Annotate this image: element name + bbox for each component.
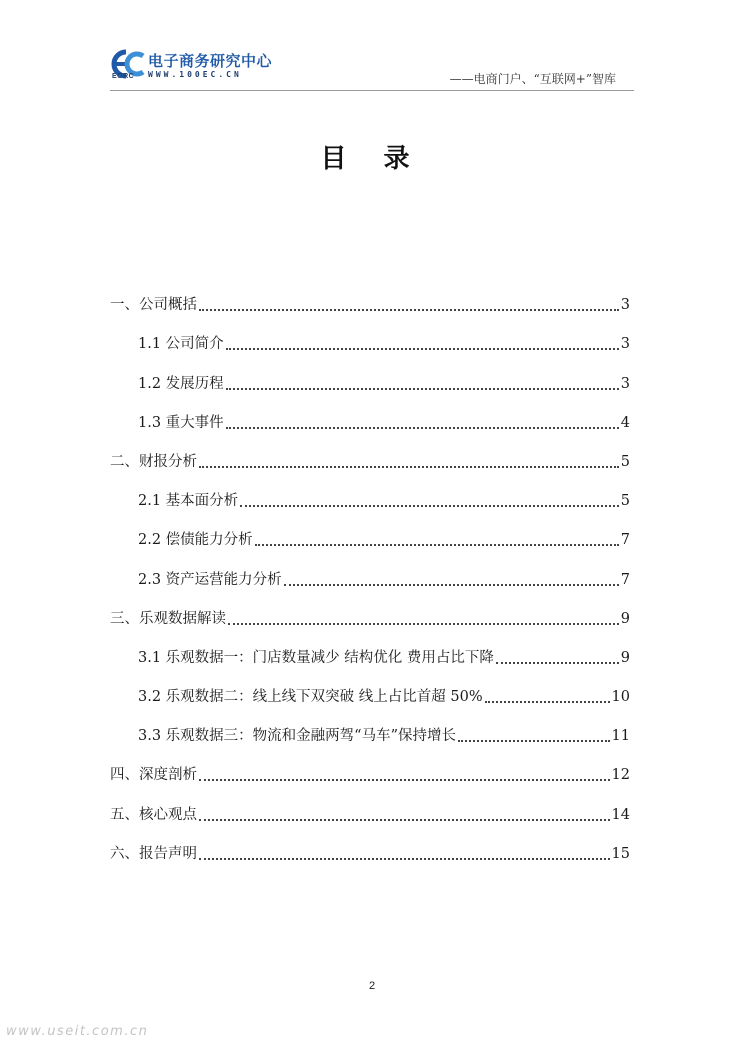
toc-entry[interactable]: [110, 435, 630, 474]
toc-entry-page: 5: [620, 453, 630, 470]
toc-entry-title: 2.2 偿债能力分析: [138, 532, 253, 549]
toc-entry[interactable]: [110, 592, 630, 631]
toc-dot-leader: [199, 309, 619, 311]
toc-dot-leader: [496, 662, 619, 664]
toc-dot-leader: [284, 584, 619, 586]
toc-entry-page: 9: [620, 649, 630, 666]
toc-entry-title: 3.1 乐观数据一：门店数量减少 结构优化 费用占比下降: [138, 649, 494, 666]
page-title: 目 录: [320, 144, 424, 174]
toc-entry-title: 1.3 重大事件: [138, 414, 224, 431]
toc-entry[interactable]: [110, 787, 630, 826]
toc-entry-title: 一、公司概括: [110, 297, 197, 314]
toc-dot-leader: [255, 544, 619, 546]
logo-abbreviation: EORC: [112, 73, 135, 80]
toc-dot-leader: [485, 701, 610, 703]
toc-entry-page: 3: [620, 375, 630, 392]
toc-entry-title: 2.1 基本面分析: [138, 493, 239, 510]
toc-entry[interactable]: [110, 827, 630, 866]
toc-entry-page: 10: [611, 689, 630, 706]
toc-entry-page: 12: [611, 767, 630, 784]
toc-entry[interactable]: [110, 670, 630, 709]
toc-entry-title: 六、报告声明: [110, 845, 197, 862]
header-divider: [110, 90, 634, 91]
toc-entry-title: 三、乐观数据解读: [110, 610, 226, 627]
toc-entry-title: 1.2 发展历程: [138, 375, 224, 392]
toc-entry-page: 7: [620, 532, 630, 549]
toc-entry-page: 5: [620, 493, 630, 510]
toc-entry[interactable]: [110, 317, 630, 356]
toc-entry-title: 二、财报分析: [110, 453, 197, 470]
toc-entry-title: 3.3 乐观数据三：物流和金融两驾“马车”保持增长: [138, 728, 456, 745]
toc-entry-title: 1.1 公司简介: [138, 336, 224, 353]
header-tagline: ——电商门户、“互联网+”智库: [449, 72, 616, 86]
toc-dot-leader: [226, 388, 619, 390]
toc-entry[interactable]: [110, 474, 630, 513]
page-number: 2: [368, 980, 376, 992]
toc-dot-leader: [226, 427, 619, 429]
toc-dot-leader: [199, 779, 610, 781]
table-of-contents: [110, 278, 630, 866]
toc-entry[interactable]: [110, 748, 630, 787]
toc-dot-leader: [228, 623, 619, 625]
toc-entry-page: 3: [620, 297, 630, 314]
logo-name: 电子商务研究中心: [148, 52, 273, 70]
toc-entry-title: 2.3 资产运营能力分析: [138, 571, 282, 588]
toc-entry-page: 9: [620, 610, 630, 627]
toc-entry[interactable]: [110, 396, 630, 435]
page-header: [0, 0, 744, 100]
toc-entry[interactable]: [110, 709, 630, 748]
toc-dot-leader: [226, 348, 619, 350]
toc-entry[interactable]: [110, 513, 630, 552]
watermark: www.useit.com.cn: [6, 1024, 149, 1039]
toc-entry-title: 四、深度剖析: [110, 767, 197, 784]
toc-dot-leader: [199, 819, 610, 821]
toc-entry-title: 3.2 乐观数据二：线上线下双突破 线上占比首超 50%: [138, 689, 483, 706]
toc-entry-page: 14: [611, 806, 630, 823]
logo-url: WWW.100EC.CN: [148, 70, 242, 79]
toc-entry[interactable]: [110, 278, 630, 317]
toc-dot-leader: [458, 740, 610, 742]
toc-dot-leader: [199, 858, 610, 860]
toc-entry-page: 11: [611, 728, 630, 745]
toc-entry-page: 15: [611, 845, 630, 862]
toc-entry[interactable]: [110, 631, 630, 670]
toc-entry[interactable]: [110, 552, 630, 591]
toc-dot-leader: [199, 466, 619, 468]
toc-entry-page: 7: [620, 571, 630, 588]
toc-entry-page: 3: [620, 336, 630, 353]
toc-entry-title: 五、核心观点: [110, 806, 197, 823]
toc-entry-page: 4: [620, 414, 630, 431]
ec-logo: [110, 48, 280, 84]
toc-entry[interactable]: [110, 356, 630, 395]
toc-dot-leader: [240, 505, 619, 507]
